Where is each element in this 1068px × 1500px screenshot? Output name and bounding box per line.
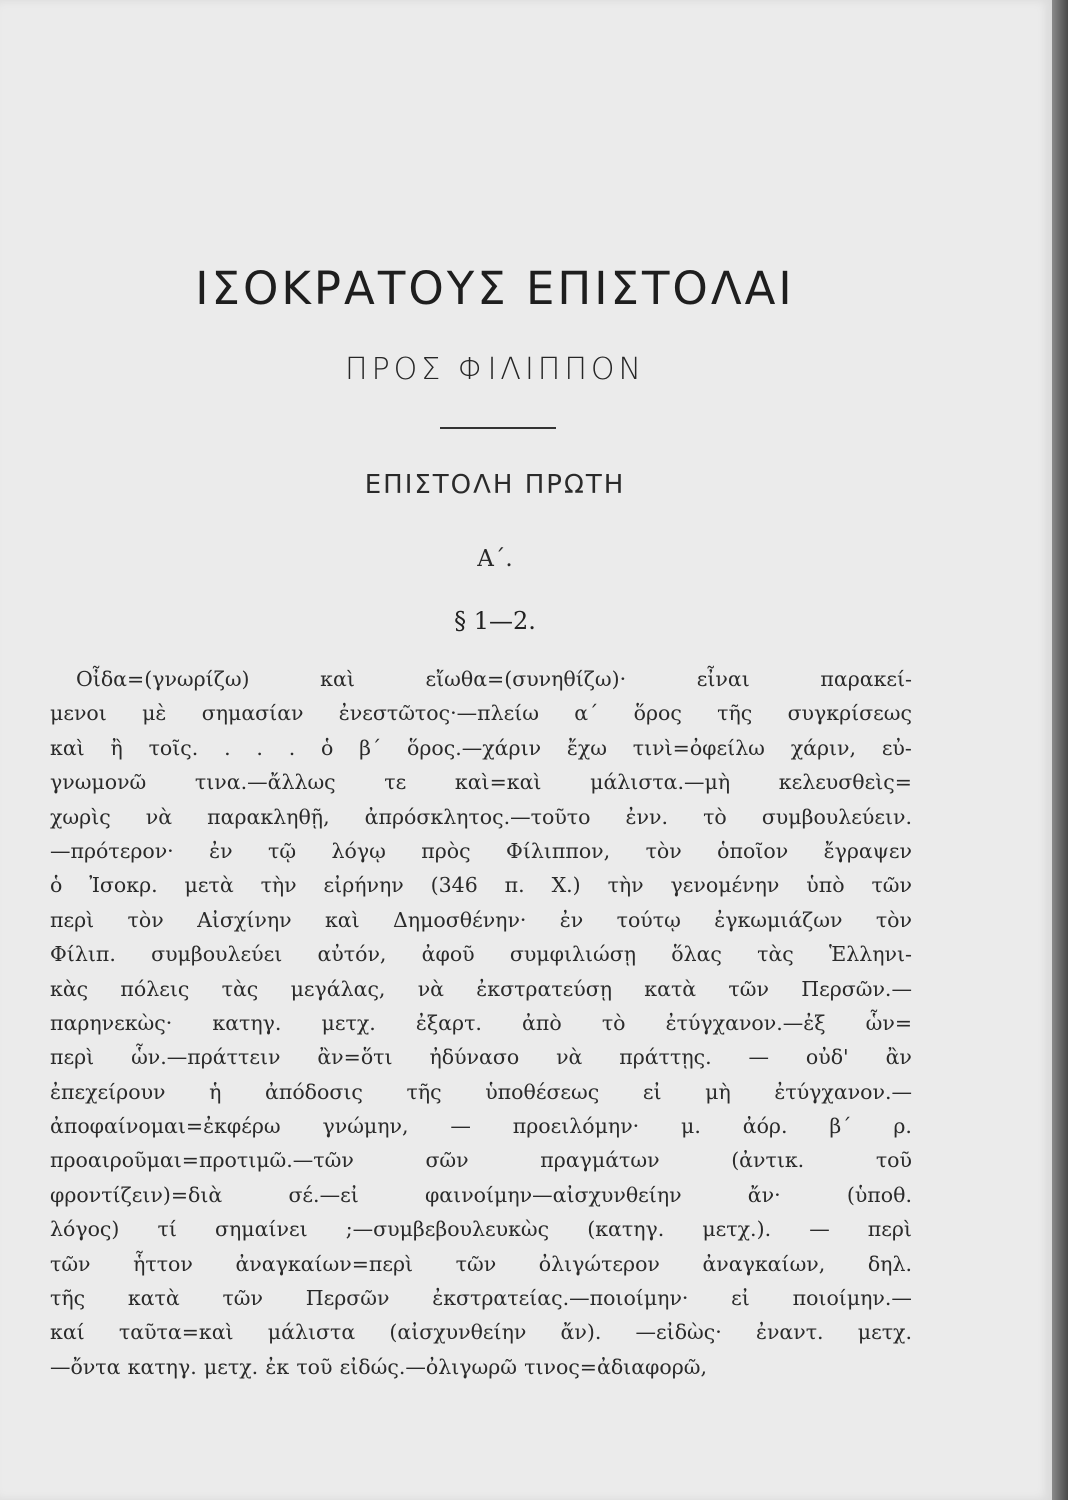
- commentary-line: [50, 800, 912, 834]
- commentary-word: γνωμονῶ: [50, 770, 147, 795]
- commentary-line: [50, 868, 912, 902]
- commentary-word: εἰρήνην: [323, 873, 404, 898]
- commentary-word: Περσῶν.—: [801, 976, 912, 1001]
- commentary-line: [50, 731, 912, 765]
- commentary-text: [50, 662, 912, 1384]
- commentary-word: ἀόρ.: [742, 1114, 788, 1139]
- commentary-line: [50, 1075, 912, 1109]
- commentary-word: ἐκ: [265, 1354, 290, 1379]
- commentary-word: χωρὶς: [50, 804, 111, 829]
- page-title: ΙΣΟΚΡΑΤΟΥΣ ΕΠΙΣΤΟΛΑΙ: [195, 262, 795, 315]
- commentary-word: αὐτόν,: [317, 942, 387, 967]
- commentary-word: —: [809, 1217, 830, 1242]
- commentary-word: Δημοσθένην·: [393, 907, 527, 932]
- commentary-word: ἀναγκαίων,: [702, 1251, 826, 1276]
- commentary-word: ἀποφαίνομαι=ἐκφέρω: [50, 1114, 281, 1139]
- commentary-line: [50, 1212, 912, 1246]
- commentary-line: [50, 1109, 912, 1143]
- commentary-line: [50, 662, 912, 696]
- commentary-word: τινα.—ἄλλως: [194, 770, 336, 795]
- commentary-word: μάλιστα: [267, 1320, 356, 1345]
- commentary-word: β΄: [829, 1114, 852, 1139]
- commentary-word: ἂν: [885, 1045, 912, 1070]
- commentary-word: ὀλιγώτερον: [538, 1251, 660, 1276]
- commentary-word: α΄: [574, 701, 599, 726]
- commentary-word: μὲ: [142, 701, 167, 726]
- commentary-word: προειλόμην·: [512, 1114, 640, 1139]
- commentary-word: τὸν: [645, 838, 682, 863]
- commentary-line: [50, 972, 912, 1006]
- commentary-word: τὸ: [703, 804, 727, 829]
- commentary-word: εἰδώς.—ὀλιγωρῶ: [339, 1354, 517, 1379]
- commentary-word: πράττῃς.: [619, 1045, 712, 1070]
- commentary-word: ἐτύγχανον.—ἐξ: [665, 1010, 826, 1035]
- title-divider: [440, 427, 556, 429]
- commentary-word: Χ.): [551, 873, 581, 898]
- commentary-word: εἶναι: [696, 667, 750, 691]
- commentary-line: [50, 696, 912, 730]
- commentary-word: (αἰσχυνθείην: [389, 1320, 527, 1345]
- commentary-word: περὶ: [50, 907, 95, 932]
- commentary-word: τῶν: [871, 873, 912, 898]
- commentary-word: καὶ=καὶ: [454, 770, 542, 795]
- commentary-word: συγκρίσεως: [787, 701, 912, 726]
- commentary-word: .: [256, 735, 263, 760]
- commentary-line: [50, 834, 912, 868]
- commentary-word: ἐν: [209, 838, 233, 863]
- commentary-word: ἐν: [559, 907, 584, 932]
- commentary-word: περὶ: [867, 1217, 912, 1242]
- commentary-word: ὧν.—πράττειν: [131, 1045, 281, 1070]
- commentary-word: πόλεις: [120, 976, 190, 1001]
- commentary-word: κατὰ: [644, 976, 697, 1001]
- commentary-word: ἠδύνασο: [429, 1045, 520, 1070]
- commentary-word: —πρότερον·: [50, 838, 174, 863]
- commentary-word: ρ.: [893, 1114, 912, 1139]
- commentary-word: ἔχω: [566, 735, 607, 760]
- letter-number: Α΄.: [477, 546, 513, 572]
- commentary-word: ἂν=ὅτι: [317, 1045, 393, 1070]
- commentary-word: καὶ: [50, 735, 85, 760]
- commentary-word: ἐξαρτ.: [415, 1010, 482, 1035]
- commentary-word: Φίλιπ.: [50, 942, 116, 967]
- commentary-word: μετχ.: [203, 1354, 259, 1379]
- commentary-word: εἰ: [731, 1286, 750, 1311]
- commentary-word: τὰς: [757, 942, 794, 967]
- commentary-word: τινὶ=ὀφείλω: [632, 735, 765, 760]
- commentary-word: μ.: [681, 1114, 701, 1139]
- commentary-word: τῆς: [406, 1079, 442, 1104]
- commentary-word: τε: [384, 770, 407, 795]
- commentary-word: λόγος): [50, 1217, 120, 1242]
- commentary-word: —εἰδὼς·: [635, 1320, 722, 1345]
- commentary-word: π.: [504, 873, 525, 898]
- commentary-word: ἐναντ.: [755, 1320, 824, 1345]
- commentary-word: μὴ: [705, 1079, 731, 1104]
- commentary-line: [50, 903, 912, 937]
- commentary-word: προαιροῦμαι=προτιμῶ.—τῶν: [50, 1148, 354, 1173]
- commentary-word: οὐδ': [805, 1045, 849, 1070]
- commentary-word: σέ.—εἰ: [288, 1182, 359, 1207]
- commentary-word: φροντίζειν)=διὰ: [50, 1182, 223, 1207]
- commentary-word: ὧν=: [865, 1010, 912, 1035]
- commentary-word: σημαίνει: [215, 1217, 308, 1242]
- commentary-word: ποιοίμην.—: [792, 1286, 912, 1311]
- commentary-word: ἀφοῦ: [421, 942, 475, 967]
- commentary-word: ὁ: [321, 735, 334, 760]
- commentary-word: ἄν).: [560, 1320, 602, 1345]
- commentary-word: μάλιστα.—μὴ: [590, 770, 731, 795]
- commentary-line: [50, 1143, 912, 1177]
- commentary-word: τὸν: [875, 907, 912, 932]
- commentary-word: ταῦτα=καὶ: [118, 1320, 234, 1345]
- commentary-word: ἐκστρατείας.—ποιοίμην·: [432, 1286, 689, 1311]
- commentary-word: ἐτύγχανον.—: [774, 1079, 912, 1104]
- commentary-word: ὁποῖον: [717, 838, 789, 863]
- commentary-word: πρὸς: [421, 838, 471, 863]
- commentary-word: ἢ: [110, 735, 123, 760]
- commentary-word: τὸ: [601, 1010, 626, 1035]
- commentary-word: Περσῶν: [305, 1286, 390, 1311]
- commentary-word: ἔγραψεν: [823, 838, 912, 863]
- commentary-word: Αἰσχίνην: [197, 907, 292, 932]
- commentary-word: τῶν: [455, 1251, 497, 1276]
- commentary-word: ἀπὸ: [522, 1010, 562, 1035]
- commentary-word: νὰ: [145, 804, 173, 829]
- commentary-word: —ὄντα: [50, 1354, 121, 1379]
- commentary-word: ἧττον: [133, 1251, 193, 1276]
- commentary-word: εὐ-: [881, 735, 912, 760]
- commentary-word: κὰς: [50, 976, 89, 1001]
- commentary-word: ὅλας: [671, 942, 722, 967]
- commentary-word: (κατηγ.: [587, 1217, 665, 1242]
- commentary-line: [50, 1178, 912, 1212]
- commentary-word: μεγάλας,: [290, 976, 386, 1001]
- commentary-line: [50, 765, 912, 799]
- commentary-line: [50, 1315, 912, 1349]
- commentary-word: καί: [50, 1320, 85, 1345]
- commentary-word: κατηγ.: [212, 1010, 282, 1035]
- commentary-word: τῆς: [717, 701, 753, 726]
- commentary-word: πραγμάτων: [540, 1148, 660, 1173]
- commentary-word: τί: [157, 1217, 177, 1242]
- commentary-word: ;—συμβεβουλευκὼς: [345, 1217, 550, 1242]
- commentary-word: ὑπὸ: [806, 873, 845, 898]
- commentary-word: καὶ: [320, 667, 355, 691]
- commentary-word: τῶν: [222, 1286, 263, 1311]
- commentary-word: μενοι: [50, 701, 107, 726]
- commentary-word: παρακληθῇ,: [207, 804, 330, 829]
- commentary-word: ἄν·: [747, 1182, 781, 1207]
- commentary-word: ἐνεστῶτος·—πλείω: [338, 701, 539, 726]
- commentary-word: —: [748, 1045, 770, 1070]
- commentary-word: σῶν: [425, 1148, 469, 1173]
- commentary-word: ὅρος: [633, 701, 682, 726]
- commentary-word: συμβουλεύειν.: [761, 804, 912, 829]
- commentary-word: κελευσθεὶς=: [778, 770, 912, 795]
- commentary-word: τούτῳ: [616, 907, 681, 932]
- commentary-word: .: [288, 735, 296, 760]
- commentary-word: ἀπόδοσις: [265, 1079, 363, 1104]
- commentary-line: [50, 1006, 912, 1040]
- commentary-word: ἡ: [209, 1079, 222, 1104]
- commentary-word: β΄: [359, 735, 382, 760]
- commentary-word: .: [224, 735, 231, 760]
- section-heading: § 1—2.: [454, 607, 536, 635]
- commentary-word: Ἰσοκρ.: [89, 873, 158, 898]
- commentary-word: τὰς: [221, 976, 259, 1001]
- commentary-word: τὴν: [260, 873, 297, 898]
- commentary-word: (346: [430, 873, 478, 898]
- commentary-word: —: [450, 1114, 471, 1139]
- commentary-line: [50, 937, 912, 971]
- commentary-word: Οἶδα=(γνωρίζω): [76, 667, 250, 691]
- commentary-word: ἀπρόσκλητος.—τοῦτο: [364, 804, 591, 829]
- commentary-word: γνώμην,: [322, 1114, 409, 1139]
- commentary-word: κατηγ.: [127, 1354, 197, 1379]
- commentary-word: μετχ.).: [702, 1217, 772, 1242]
- commentary-word: μετχ.: [857, 1320, 912, 1345]
- letter-title: ΕΠΙΣΤΟΛΗ ΠΡΩΤΗ: [364, 470, 626, 500]
- commentary-word: ἐγκωμιάζων: [714, 907, 843, 932]
- commentary-word: δηλ.: [867, 1251, 912, 1276]
- commentary-word: τοῦ: [296, 1354, 333, 1379]
- commentary-word: λόγῳ: [331, 838, 386, 863]
- commentary-word: Φίλιππον,: [506, 838, 611, 863]
- commentary-line: [50, 1247, 912, 1281]
- commentary-word: νὰ: [417, 976, 445, 1001]
- commentary-word: τινος=ἀδιαφορῶ,: [524, 1354, 708, 1379]
- page-subtitle: ΠΡΟΣ ΦΙΛΙΠΠΟΝ: [345, 352, 645, 387]
- commentary-word: ὑποθέσεως: [485, 1079, 600, 1104]
- commentary-word: νὰ: [556, 1045, 583, 1070]
- commentary-word: χάριν,: [790, 735, 857, 760]
- commentary-word: (ὑποθ.: [846, 1182, 912, 1207]
- commentary-word: σημασίαν: [201, 701, 304, 726]
- commentary-word: ἐνν.: [625, 804, 668, 829]
- commentary-word: μετὰ: [184, 873, 234, 898]
- commentary-word: Ἑλληνι-: [829, 942, 912, 967]
- commentary-word: τῶν: [50, 1251, 91, 1276]
- commentary-line: [50, 1040, 912, 1074]
- commentary-word: (ἀντικ.: [731, 1148, 805, 1173]
- commentary-word: μετχ.: [321, 1010, 376, 1035]
- commentary-word: κατὰ: [127, 1286, 180, 1311]
- commentary-word: καὶ: [324, 907, 360, 932]
- commentary-word: γενομένην: [670, 873, 780, 898]
- page-edge-shadow: [1052, 0, 1068, 1500]
- commentary-word: τῶν: [728, 976, 769, 1001]
- commentary-word: ἐπεχείρουν: [50, 1079, 166, 1104]
- commentary-word: ὁ: [50, 873, 63, 898]
- commentary-word: εἴωθα=(συνηθίζω)·: [425, 667, 627, 691]
- commentary-word: ἐκστρατεύσῃ: [476, 976, 613, 1001]
- commentary-word: ἀναγκαίων=περὶ: [235, 1251, 414, 1276]
- commentary-word: συμφιλιώσῃ: [509, 942, 637, 967]
- commentary-line: [50, 1281, 912, 1315]
- commentary-line: [50, 1350, 912, 1384]
- commentary-word: παρηνεκὼς·: [50, 1010, 173, 1035]
- commentary-word: τῷ: [268, 838, 297, 863]
- commentary-word: συμβουλεύει: [151, 942, 283, 967]
- commentary-word: εἰ: [642, 1079, 662, 1104]
- commentary-word: τοῦ: [875, 1148, 912, 1173]
- commentary-word: τὸν: [127, 907, 164, 932]
- commentary-word: ὅρος.—χάριν: [407, 735, 542, 760]
- commentary-word: παρακεί-: [820, 667, 912, 691]
- commentary-word: περὶ: [50, 1045, 95, 1070]
- commentary-word: τὴν: [607, 873, 644, 898]
- commentary-word: φαινοίμην—αἰσχυνθείην: [424, 1182, 682, 1207]
- commentary-word: τοῖς.: [148, 735, 199, 760]
- commentary-word: τῆς: [50, 1286, 86, 1311]
